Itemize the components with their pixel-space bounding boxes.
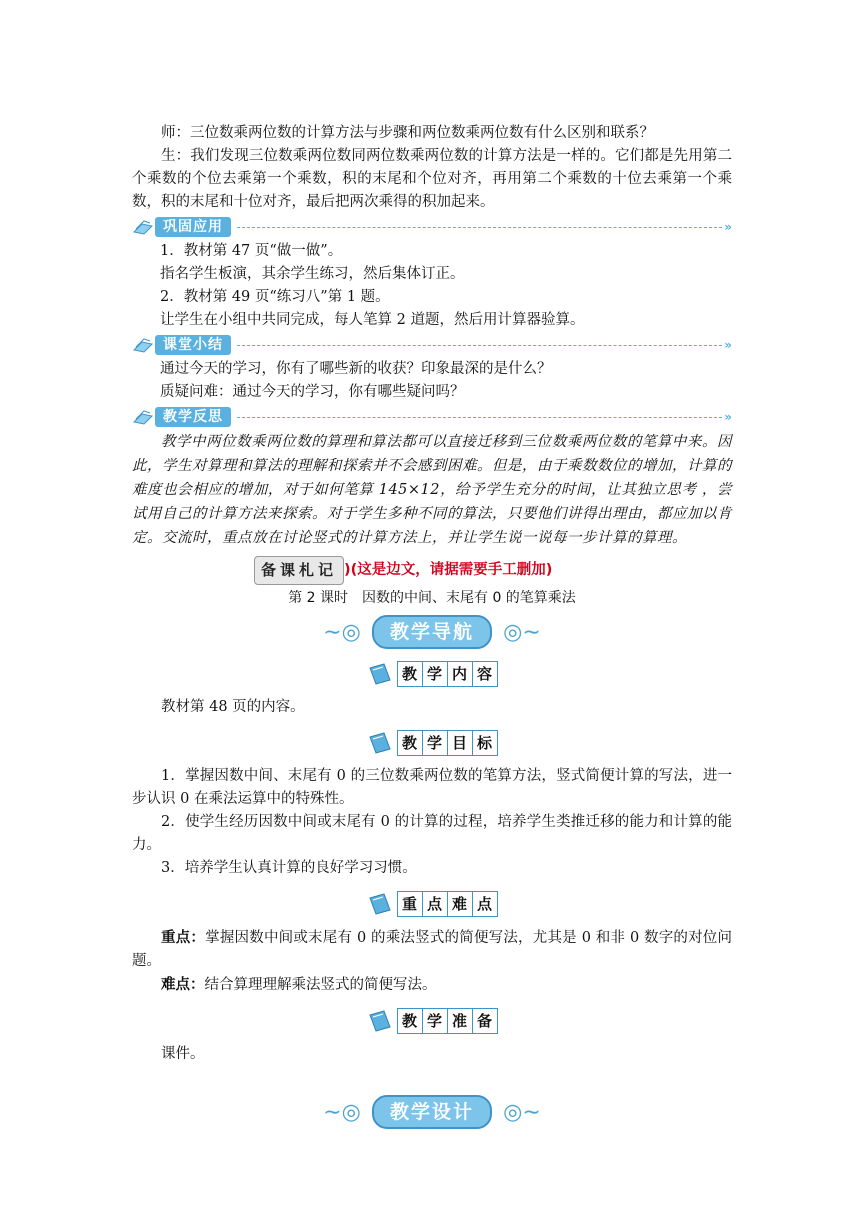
dashed-divider (237, 345, 722, 346)
lesson-notes-badge: 备课札记 (254, 556, 344, 585)
difficulty-label: 难点： (161, 976, 205, 993)
list-item: 1．教材第 47 页“做一做”。 (160, 243, 343, 259)
page-content (132, 122, 732, 1138)
section-header-consolidation (132, 215, 732, 239)
heading-box-preparation (132, 1005, 732, 1037)
dashed-divider (237, 227, 722, 228)
lesson-title: 第 2 课时 因数的中间、末尾有 0 的笔算乘法 (288, 590, 576, 606)
heading-box-goals (132, 727, 732, 759)
heading-char: 准 (448, 1009, 473, 1033)
heading-char: 学 (423, 662, 448, 686)
banner-teaching-design (132, 1096, 732, 1128)
heading-box-content (132, 658, 732, 690)
double-chevron-icon: » (724, 409, 732, 424)
lesson-notes-row (254, 556, 732, 585)
section-title: 教学反思 (155, 407, 231, 427)
section-header-reflection (132, 405, 732, 429)
list-item: 质疑问难：通过今天的学习，你有哪些疑问吗？ (160, 384, 465, 400)
difficulty-text: 结合算理理解乘法竖式的简便写法。 (204, 977, 437, 993)
heading-char: 标 (473, 731, 497, 755)
heading-char: 教 (398, 662, 423, 686)
heading-char: 目 (448, 731, 473, 755)
paragraph-key-point (132, 926, 732, 973)
list-item: 通过今天的学习，你有了哪些新的收获？印象最深的是什么？ (160, 361, 552, 377)
swirl-left-icon: ∼◎ (323, 619, 361, 645)
heading-box-key-points (132, 888, 732, 920)
banner-teaching-navigation (132, 616, 732, 648)
book-icon (132, 218, 154, 236)
paragraph-preparation: 课件。 (161, 1046, 205, 1062)
heading-char: 重 (398, 892, 423, 916)
list-item: 1．掌握因数中间、末尾有 0 的三位数乘两位数的笔算方法，竖式简便计算的写法，进一步认识 0 在乘法运算中的特殊性。 (132, 768, 732, 807)
heading-char: 教 (398, 731, 423, 755)
paragraph-reflection: 教学中两位数乘两位数的算理和算法都可以直接迁移到三位数乘两位数的笔算中来。因此，学生对算理和算法的理解和探索并不会感到困难。但是，由于乘数数位的增加，计算的难度也会相应的增加，对于如何笔算 145×12，给予学生充分的时间，让其独立思考 ，尝试用自己的计算方法来探索。对于学生多种不同的算法，只要他们讲得出理由，都应加以肯定。交流时，重点放在讨论竖式的计算方法上，并让学生说一说每一步计算的算理。 (132, 434, 732, 546)
folder-icon (367, 1009, 393, 1033)
swirl-right-icon: ◎∼ (503, 619, 541, 645)
swirl-left-icon: ∼◎ (323, 1099, 361, 1125)
heading-char: 备 (473, 1009, 497, 1033)
heading-char: 学 (423, 731, 448, 755)
heading-char: 容 (473, 662, 497, 686)
banner-title: 教学导航 (372, 615, 492, 649)
list-item: 2．使学生经历因数中间或末尾有 0 的计算的过程，培养学生类推迁移的能力和计算的能力。 (132, 814, 732, 853)
heading-char: 点 (473, 892, 497, 916)
folder-icon (367, 731, 393, 755)
list-item: 3．培养学生认真计算的良好学习习惯。 (161, 860, 417, 876)
paragraph-teacher-question: 师：三位数乘两位数的计算方法与步骤和两位数乘两位数有什么区别和联系？ (161, 125, 654, 141)
folder-icon (367, 662, 393, 686)
book-icon (132, 408, 154, 426)
section-title: 课堂小结 (155, 335, 231, 355)
heading-char: 教 (398, 1009, 423, 1033)
double-chevron-icon: » (724, 337, 732, 352)
key-point-text: 掌握因数中间或末尾有 0 的乘法竖式的简便写法，尤其是 0 和非 0 数字的对位问题。 (132, 930, 733, 969)
section-header-summary (132, 333, 732, 357)
heading-char: 学 (423, 1009, 448, 1033)
paragraph-content: 教材第 48 页的内容。 (161, 699, 305, 715)
list-item: 让学生在小组中共同完成，每人笔算 2 道题，然后用计算器验算。 (160, 312, 585, 328)
list-item: 2．教材第 49 页“练习八”第 1 题。 (160, 289, 390, 305)
paragraph-difficulty (132, 973, 732, 997)
swirl-right-icon: ◎∼ (503, 1099, 541, 1125)
double-chevron-icon: » (724, 219, 732, 234)
heading-char: 难 (448, 892, 473, 916)
list-item: 指名学生板演，其余学生练习，然后集体订正。 (160, 266, 465, 282)
margin-note: )(这是边文，请据需要手工删加) (344, 562, 553, 578)
heading-char: 内 (448, 662, 473, 686)
folder-icon (367, 892, 393, 916)
key-point-label: 重点： (161, 929, 206, 946)
section-title: 巩固应用 (155, 217, 231, 237)
banner-title: 教学设计 (372, 1095, 492, 1129)
dashed-divider (237, 417, 722, 418)
paragraph-student-answer: 生：我们发现三位数乘两位数同两位数乘两位数的计算方法是一样的。它们都是先用第二个乘数的个位去乘第一个乘数，积的末尾和个位对齐，再用第二个乘数的十位去乘第一个乘数，积的末尾和十位对齐，最后把两次乘得的积加起来。 (132, 148, 732, 210)
book-icon (132, 336, 154, 354)
heading-char: 点 (423, 892, 448, 916)
